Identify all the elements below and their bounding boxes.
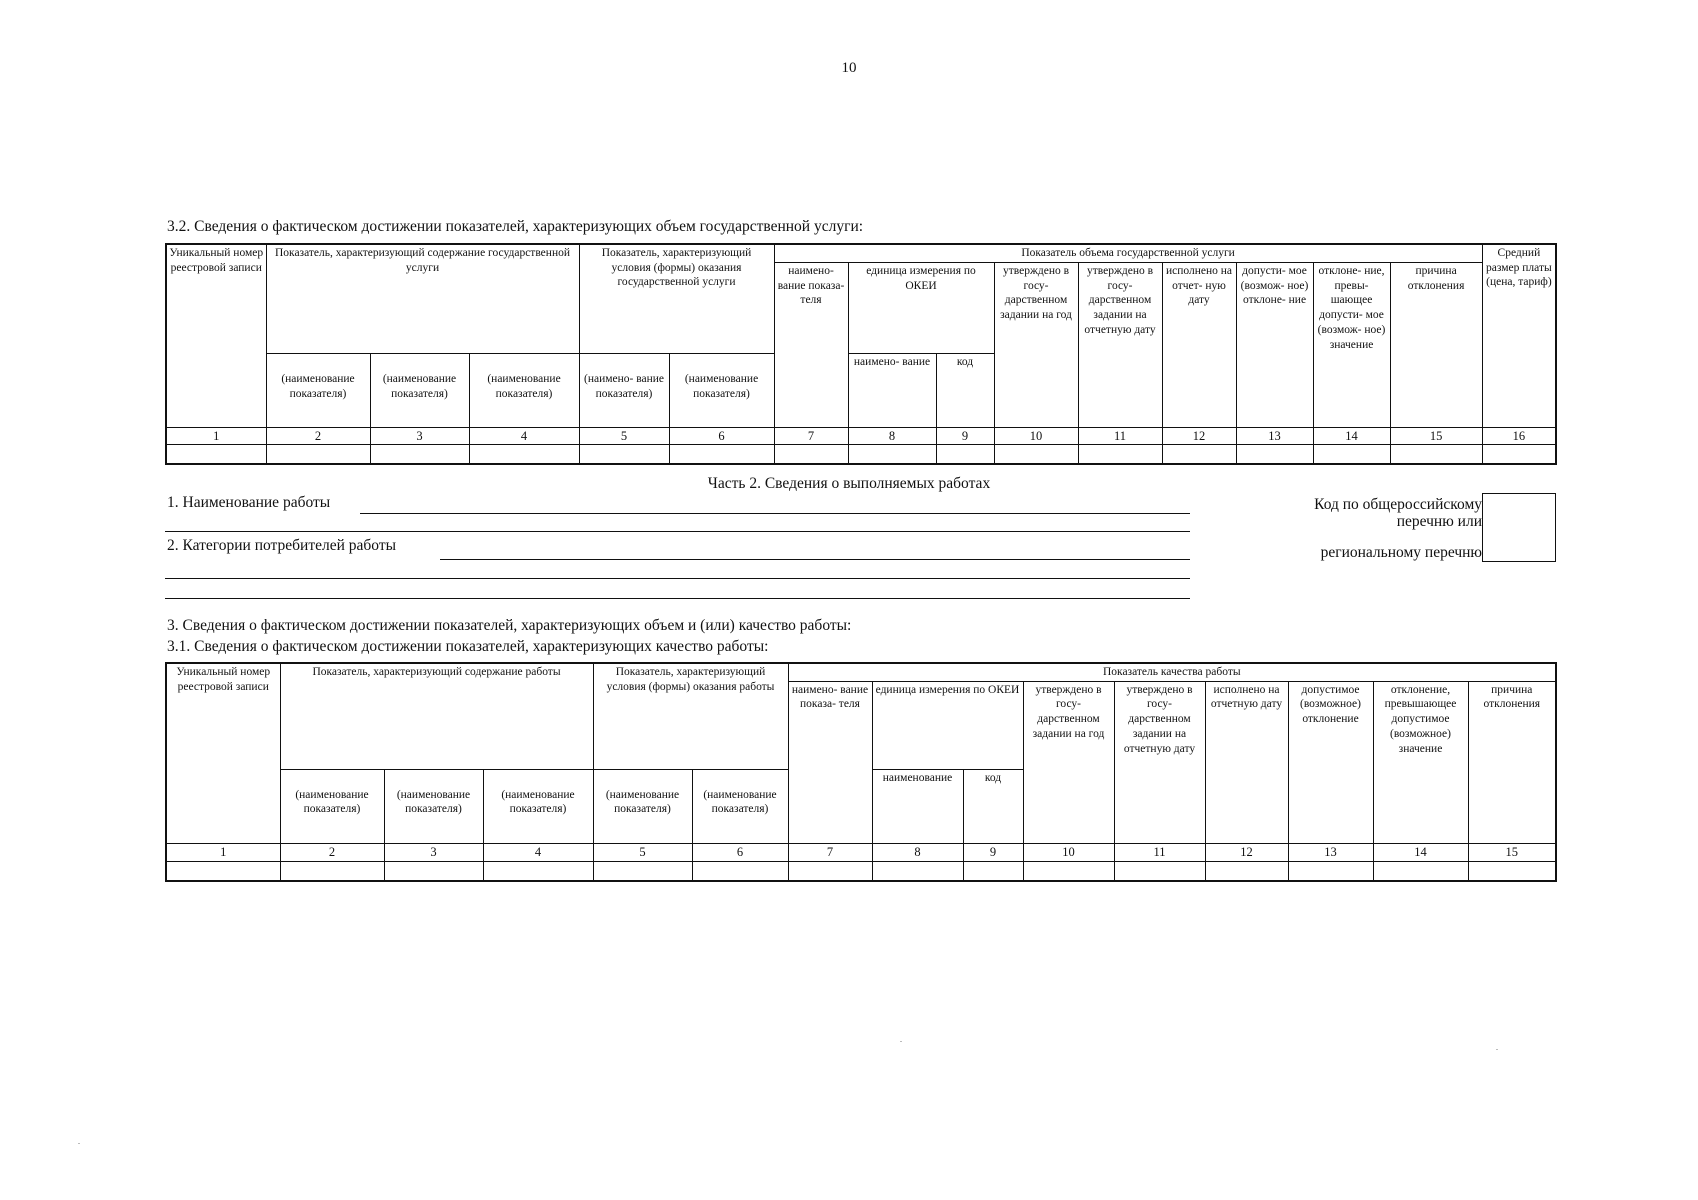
col-number: 14 (1313, 428, 1390, 445)
unit-code-header: код (936, 354, 994, 428)
table-cell[interactable] (593, 861, 692, 881)
consumers-field-line-2[interactable] (165, 578, 1190, 579)
table-cell[interactable] (1078, 445, 1162, 465)
executed-header: исполнено на отчет- ную дату (1162, 263, 1236, 428)
sub-indicator-name: (наименование показателя) (280, 769, 384, 843)
table-cell[interactable] (579, 445, 669, 465)
table-cell[interactable] (1205, 861, 1288, 881)
indicator-name-header: наимено- вание показа- теля (788, 681, 872, 843)
col-number: 13 (1236, 428, 1313, 445)
table-cell[interactable] (1482, 445, 1556, 465)
table-cell[interactable] (669, 445, 774, 465)
work-name-field-line-2[interactable] (165, 531, 1190, 532)
col-number: 16 (1482, 428, 1556, 445)
table-cell[interactable] (963, 861, 1023, 881)
unit-code-header: код (963, 769, 1023, 843)
col-number: 6 (669, 428, 774, 445)
conditions-indicator-header: Показатель, характеризующий условия (формы) оказания государственной услуги (579, 244, 774, 354)
col-number: 12 (1205, 843, 1288, 861)
table-cell[interactable] (994, 445, 1078, 465)
col-number: 14 (1373, 843, 1468, 861)
table-cell[interactable] (1313, 445, 1390, 465)
table-cell[interactable] (1288, 861, 1373, 881)
col-number: 8 (872, 843, 963, 861)
section-3-heading: 3. Сведения о фактическом достижении показателей, характеризующих объем и (или) качество работы: (167, 617, 852, 634)
sub-indicator-name: (наименование показателя) (384, 769, 483, 843)
registry-code-label-line: региональному перечню (1320, 544, 1482, 561)
table-cell[interactable] (1390, 445, 1482, 465)
registry-code-label (1230, 496, 1482, 531)
section-3-2-heading: 3.2. Сведения о фактическом достижении показателей, характеризующих объем государственной услуги: (167, 218, 864, 235)
table-cell[interactable] (166, 445, 266, 465)
col-number: 3 (370, 428, 469, 445)
table-cell[interactable] (848, 445, 936, 465)
conditions-indicator-header: Показатель, характеризующий условия (формы) оказания работы (593, 663, 788, 769)
excess-deviation-header: отклонение, превышающее допустимое (возможное) значение (1373, 681, 1468, 843)
table-cell[interactable] (384, 861, 483, 881)
allowed-deviation-header: допусти- мое (возмож- ное) отклоне- ние (1236, 263, 1313, 428)
col-number: 9 (936, 428, 994, 445)
table-cell[interactable] (936, 445, 994, 465)
reason-header: причина отклонения (1390, 263, 1482, 428)
sub-indicator-name: (наименование показателя) (692, 769, 788, 843)
sub-indicator-name: (наименование показателя) (669, 354, 774, 428)
table-cell[interactable] (1114, 861, 1205, 881)
table-row (166, 445, 1556, 465)
unit-name-header: наимено- вание (848, 354, 936, 428)
col-number: 9 (963, 843, 1023, 861)
consumers-field-line-3[interactable] (165, 598, 1190, 599)
table-row (166, 861, 1556, 881)
approved-year-header: утверждено в госу- дарственном задании на год (1023, 681, 1114, 843)
work-name-label: 1. Наименование работы (167, 494, 331, 511)
approved-date-header: утверждено в госу- дарственном задании на отчетную дату (1114, 681, 1205, 843)
work-quality-table (165, 662, 1557, 882)
col-number: 5 (593, 843, 692, 861)
reason-header: причина отклонения (1468, 681, 1556, 843)
executed-header: исполнено на отчетную дату (1205, 681, 1288, 843)
table-cell[interactable] (872, 861, 963, 881)
col-number: 1 (166, 843, 280, 861)
scan-speck (78, 1143, 80, 1144)
col-number: 2 (280, 843, 384, 861)
section-3-1-heading: 3.1. Сведения о фактическом достижении показателей, характеризующих качество работы: (167, 638, 769, 655)
col-number: 4 (469, 428, 579, 445)
service-volume-table (165, 243, 1557, 465)
unique-number-header: Уникальный номер реестровой записи (166, 663, 280, 843)
approved-year-header: утверждено в госу- дарственном задании на год (994, 263, 1078, 428)
consumers-label: 2. Категории потребителей работы (167, 537, 397, 554)
registry-code-label-line: перечню или (1396, 513, 1482, 531)
registry-code-label-line: Код по общероссийскому (1314, 496, 1482, 513)
table-cell[interactable] (1373, 861, 1468, 881)
col-number: 13 (1288, 843, 1373, 861)
col-number: 5 (579, 428, 669, 445)
col-number: 15 (1468, 843, 1556, 861)
col-number: 6 (692, 843, 788, 861)
col-number: 2 (266, 428, 370, 445)
average-fee-header: Средний размер платы (цена, тариф) (1482, 244, 1556, 428)
unique-number-header: Уникальный номер реестровой записи (166, 244, 266, 428)
col-number: 12 (1162, 428, 1236, 445)
consumers-field[interactable] (440, 559, 1190, 560)
allowed-deviation-header: допустимое (возможное) отклонение (1288, 681, 1373, 843)
col-number: 7 (788, 843, 872, 861)
col-number: 11 (1078, 428, 1162, 445)
table-cell[interactable] (370, 445, 469, 465)
volume-indicator-header: Показатель объема государственной услуги (774, 244, 1482, 263)
col-number: 10 (994, 428, 1078, 445)
table-cell[interactable] (483, 861, 593, 881)
excess-deviation-header: отклоне- ние, превы- шающее допусти- мое (возмож- ное) значение (1313, 263, 1390, 428)
quality-indicator-header: Показатель качества работы (788, 663, 1556, 681)
scan-speck (1496, 1049, 1498, 1050)
table-cell[interactable] (692, 861, 788, 881)
content-indicator-header: Показатель, характеризующий содержание государственной услуги (266, 244, 579, 354)
sub-indicator-name: (наименование показателя) (469, 354, 579, 428)
col-number: 15 (1390, 428, 1482, 445)
indicator-name-header: наимено- вание показа- теля (774, 263, 848, 428)
col-number: 10 (1023, 843, 1114, 861)
unit-header: единица измерения по ОКЕИ (872, 681, 1023, 769)
sub-indicator-name: (наименование показателя) (266, 354, 370, 428)
col-number: 4 (483, 843, 593, 861)
sub-indicator-name: (наимено- вание показателя) (579, 354, 669, 428)
table-cell[interactable] (1236, 445, 1313, 465)
approved-date-header: утверждено в госу- дарственном задании на отчетную дату (1078, 263, 1162, 428)
work-name-field[interactable] (360, 513, 1190, 514)
table-cell[interactable] (166, 861, 280, 881)
table-cell[interactable] (1162, 445, 1236, 465)
table-cell[interactable] (1468, 861, 1556, 881)
col-number: 1 (166, 428, 266, 445)
col-number: 3 (384, 843, 483, 861)
registry-code-box[interactable] (1482, 493, 1556, 562)
table-cell[interactable] (788, 861, 872, 881)
col-number: 11 (1114, 843, 1205, 861)
scan-speck (900, 1041, 902, 1042)
sub-indicator-name: (наименование показателя) (370, 354, 469, 428)
table-cell[interactable] (774, 445, 848, 465)
table-cell[interactable] (266, 445, 370, 465)
page-number: 10 (841, 60, 857, 76)
col-number: 8 (848, 428, 936, 445)
sub-indicator-name: (наименование показателя) (483, 769, 593, 843)
part-2-title: Часть 2. Сведения о выполняемых работах (707, 475, 991, 492)
unit-header: единица измерения по ОКЕИ (848, 263, 994, 354)
table-cell[interactable] (280, 861, 384, 881)
table-cell[interactable] (1023, 861, 1114, 881)
col-number: 7 (774, 428, 848, 445)
unit-name-header: наименование (872, 769, 963, 843)
sub-indicator-name: (наименование показателя) (593, 769, 692, 843)
table-cell[interactable] (469, 445, 579, 465)
content-indicator-header: Показатель, характеризующий содержание работы (280, 663, 593, 769)
